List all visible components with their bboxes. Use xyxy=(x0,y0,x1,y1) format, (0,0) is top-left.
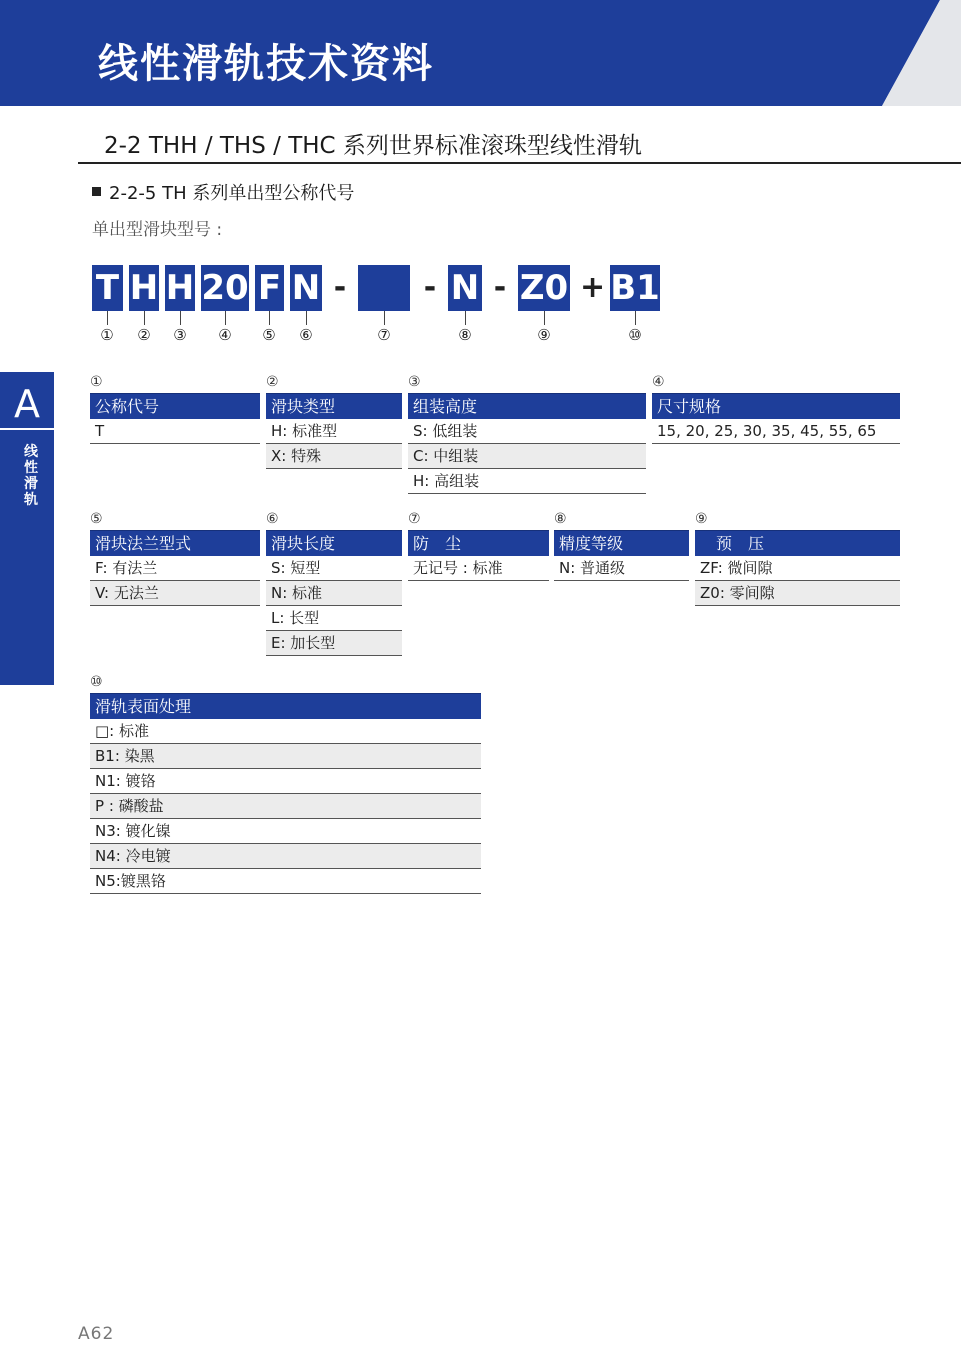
code-tick-4 xyxy=(225,311,226,325)
code-number-6: ⑥ xyxy=(299,326,313,344)
section-title: 2-2 THH / THS / THC 系列世界标准滚珠型线性滑轨 xyxy=(104,133,642,159)
table-slider-type xyxy=(266,371,402,469)
page-number: A62 xyxy=(78,1324,115,1344)
table-row: T xyxy=(90,419,260,444)
table-preload xyxy=(695,508,900,606)
code-box-2: H xyxy=(129,265,159,311)
table-header: 尺寸规格 xyxy=(652,393,900,419)
code-tick-2 xyxy=(144,311,145,325)
code-tick-5 xyxy=(269,311,270,325)
table-header: 预 压 xyxy=(695,530,900,556)
table-number: ⑦ xyxy=(408,511,421,527)
code-tick-6 xyxy=(306,311,307,325)
subsection-title-text: 2-2-5 TH 系列单出型公称代号 xyxy=(109,183,355,204)
code-number-5: ⑤ xyxy=(262,326,276,344)
table-row: C: 中组装 xyxy=(408,444,646,469)
table-precision-grade xyxy=(554,508,689,581)
code-number-10: ⑩ xyxy=(628,326,642,344)
table-header: 滑块长度 xyxy=(266,530,402,556)
side-tab-char: 轨 xyxy=(24,492,38,508)
table-row: □: 标准 xyxy=(90,719,481,744)
table-number: ⑨ xyxy=(695,511,708,527)
table-nominal-code xyxy=(90,371,260,444)
code-number-9: ⑨ xyxy=(537,326,551,344)
code-box-1: T xyxy=(92,265,123,311)
table-number: ⑤ xyxy=(90,511,103,527)
code-box-10: B1 xyxy=(610,265,660,311)
code-number-1: ① xyxy=(100,326,114,344)
table-row: N1: 镀铬 xyxy=(90,769,481,794)
table-header: 防 尘 xyxy=(408,530,549,556)
section-divider xyxy=(78,162,961,164)
table-header: 组装高度 xyxy=(408,393,646,419)
code-separator-2: - xyxy=(423,270,437,305)
table-row: L: 长型 xyxy=(266,606,402,631)
table-row: 无记号 : 标准 xyxy=(408,556,549,581)
table-size-spec xyxy=(652,371,900,444)
code-number-2: ② xyxy=(137,326,151,344)
table-flange-type xyxy=(90,508,260,606)
table-header: 滑轨表面处理 xyxy=(90,693,481,719)
code-tick-10 xyxy=(635,311,636,325)
table-dustproof xyxy=(408,508,549,581)
code-tick-8 xyxy=(465,311,466,325)
table-row: Z0: 零间隙 xyxy=(695,581,900,606)
table-number: ① xyxy=(90,374,103,390)
table-row: F: 有法兰 xyxy=(90,556,260,581)
side-tab-text xyxy=(22,444,40,508)
table-row: H: 标准型 xyxy=(266,419,402,444)
table-row: N5:镀黑铬 xyxy=(90,869,481,894)
code-tick-9 xyxy=(544,311,545,325)
table-header: 滑块法兰型式 xyxy=(90,530,260,556)
table-row: N: 普通级 xyxy=(554,556,689,581)
code-tick-7 xyxy=(384,311,385,325)
table-row: E: 加长型 xyxy=(266,631,402,656)
table-assembly-height xyxy=(408,371,646,494)
table-row: X: 特殊 xyxy=(266,444,402,469)
table-number: ④ xyxy=(652,374,665,390)
table-row: H: 高组装 xyxy=(408,469,646,494)
code-box-9: Z0 xyxy=(518,265,570,311)
code-box-4: 20 xyxy=(201,265,249,311)
code-box-5: F xyxy=(255,265,284,311)
table-number: ② xyxy=(266,374,279,390)
table-row: P : 磷酸盐 xyxy=(90,794,481,819)
code-number-7: ⑦ xyxy=(377,326,391,344)
code-separator-1: - xyxy=(333,270,347,305)
table-row: N3: 镀化镍 xyxy=(90,819,481,844)
subsection-title xyxy=(92,182,354,206)
side-tab-letter: A xyxy=(14,382,40,426)
side-tab xyxy=(0,372,54,685)
side-tab-char: 性 xyxy=(24,460,38,476)
bullet-square-icon xyxy=(92,187,101,196)
table-row: S: 短型 xyxy=(266,556,402,581)
code-box-3: H xyxy=(165,265,195,311)
banner-title: 线性滑轨技术资料 xyxy=(98,41,434,87)
side-tab-char: 滑 xyxy=(24,476,38,492)
code-number-3: ③ xyxy=(173,326,187,344)
table-slider-length xyxy=(266,508,402,656)
table-row: N: 标准 xyxy=(266,581,402,606)
code-separator-3: - xyxy=(493,270,507,305)
table-header: 精度等级 xyxy=(554,530,689,556)
side-tab-char: 线 xyxy=(24,444,38,460)
side-tab-divider xyxy=(0,428,54,430)
code-tick-1 xyxy=(107,311,108,325)
model-label: 单出型滑块型号 : xyxy=(92,220,223,240)
table-row: ZF: 微间隙 xyxy=(695,556,900,581)
table-row: B1: 染黑 xyxy=(90,744,481,769)
table-row: 15, 20, 25, 30, 35, 45, 55, 65 xyxy=(652,419,900,444)
table-number: ⑧ xyxy=(554,511,567,527)
table-row: N4: 冷电镀 xyxy=(90,844,481,869)
table-rail-surface-treatment xyxy=(90,671,481,894)
table-number: ③ xyxy=(408,374,421,390)
table-number: ⑩ xyxy=(90,674,103,690)
table-row: V: 无法兰 xyxy=(90,581,260,606)
table-row: S: 低组装 xyxy=(408,419,646,444)
code-box-7 xyxy=(358,265,410,311)
code-box-8: N xyxy=(448,265,482,311)
code-number-8: ⑧ xyxy=(458,326,472,344)
table-number: ⑥ xyxy=(266,511,279,527)
code-box-6: N xyxy=(290,265,322,311)
code-separator-4: + xyxy=(580,270,606,305)
table-header: 公称代号 xyxy=(90,393,260,419)
code-number-4: ④ xyxy=(218,326,232,344)
table-header: 滑块类型 xyxy=(266,393,402,419)
code-tick-3 xyxy=(180,311,181,325)
